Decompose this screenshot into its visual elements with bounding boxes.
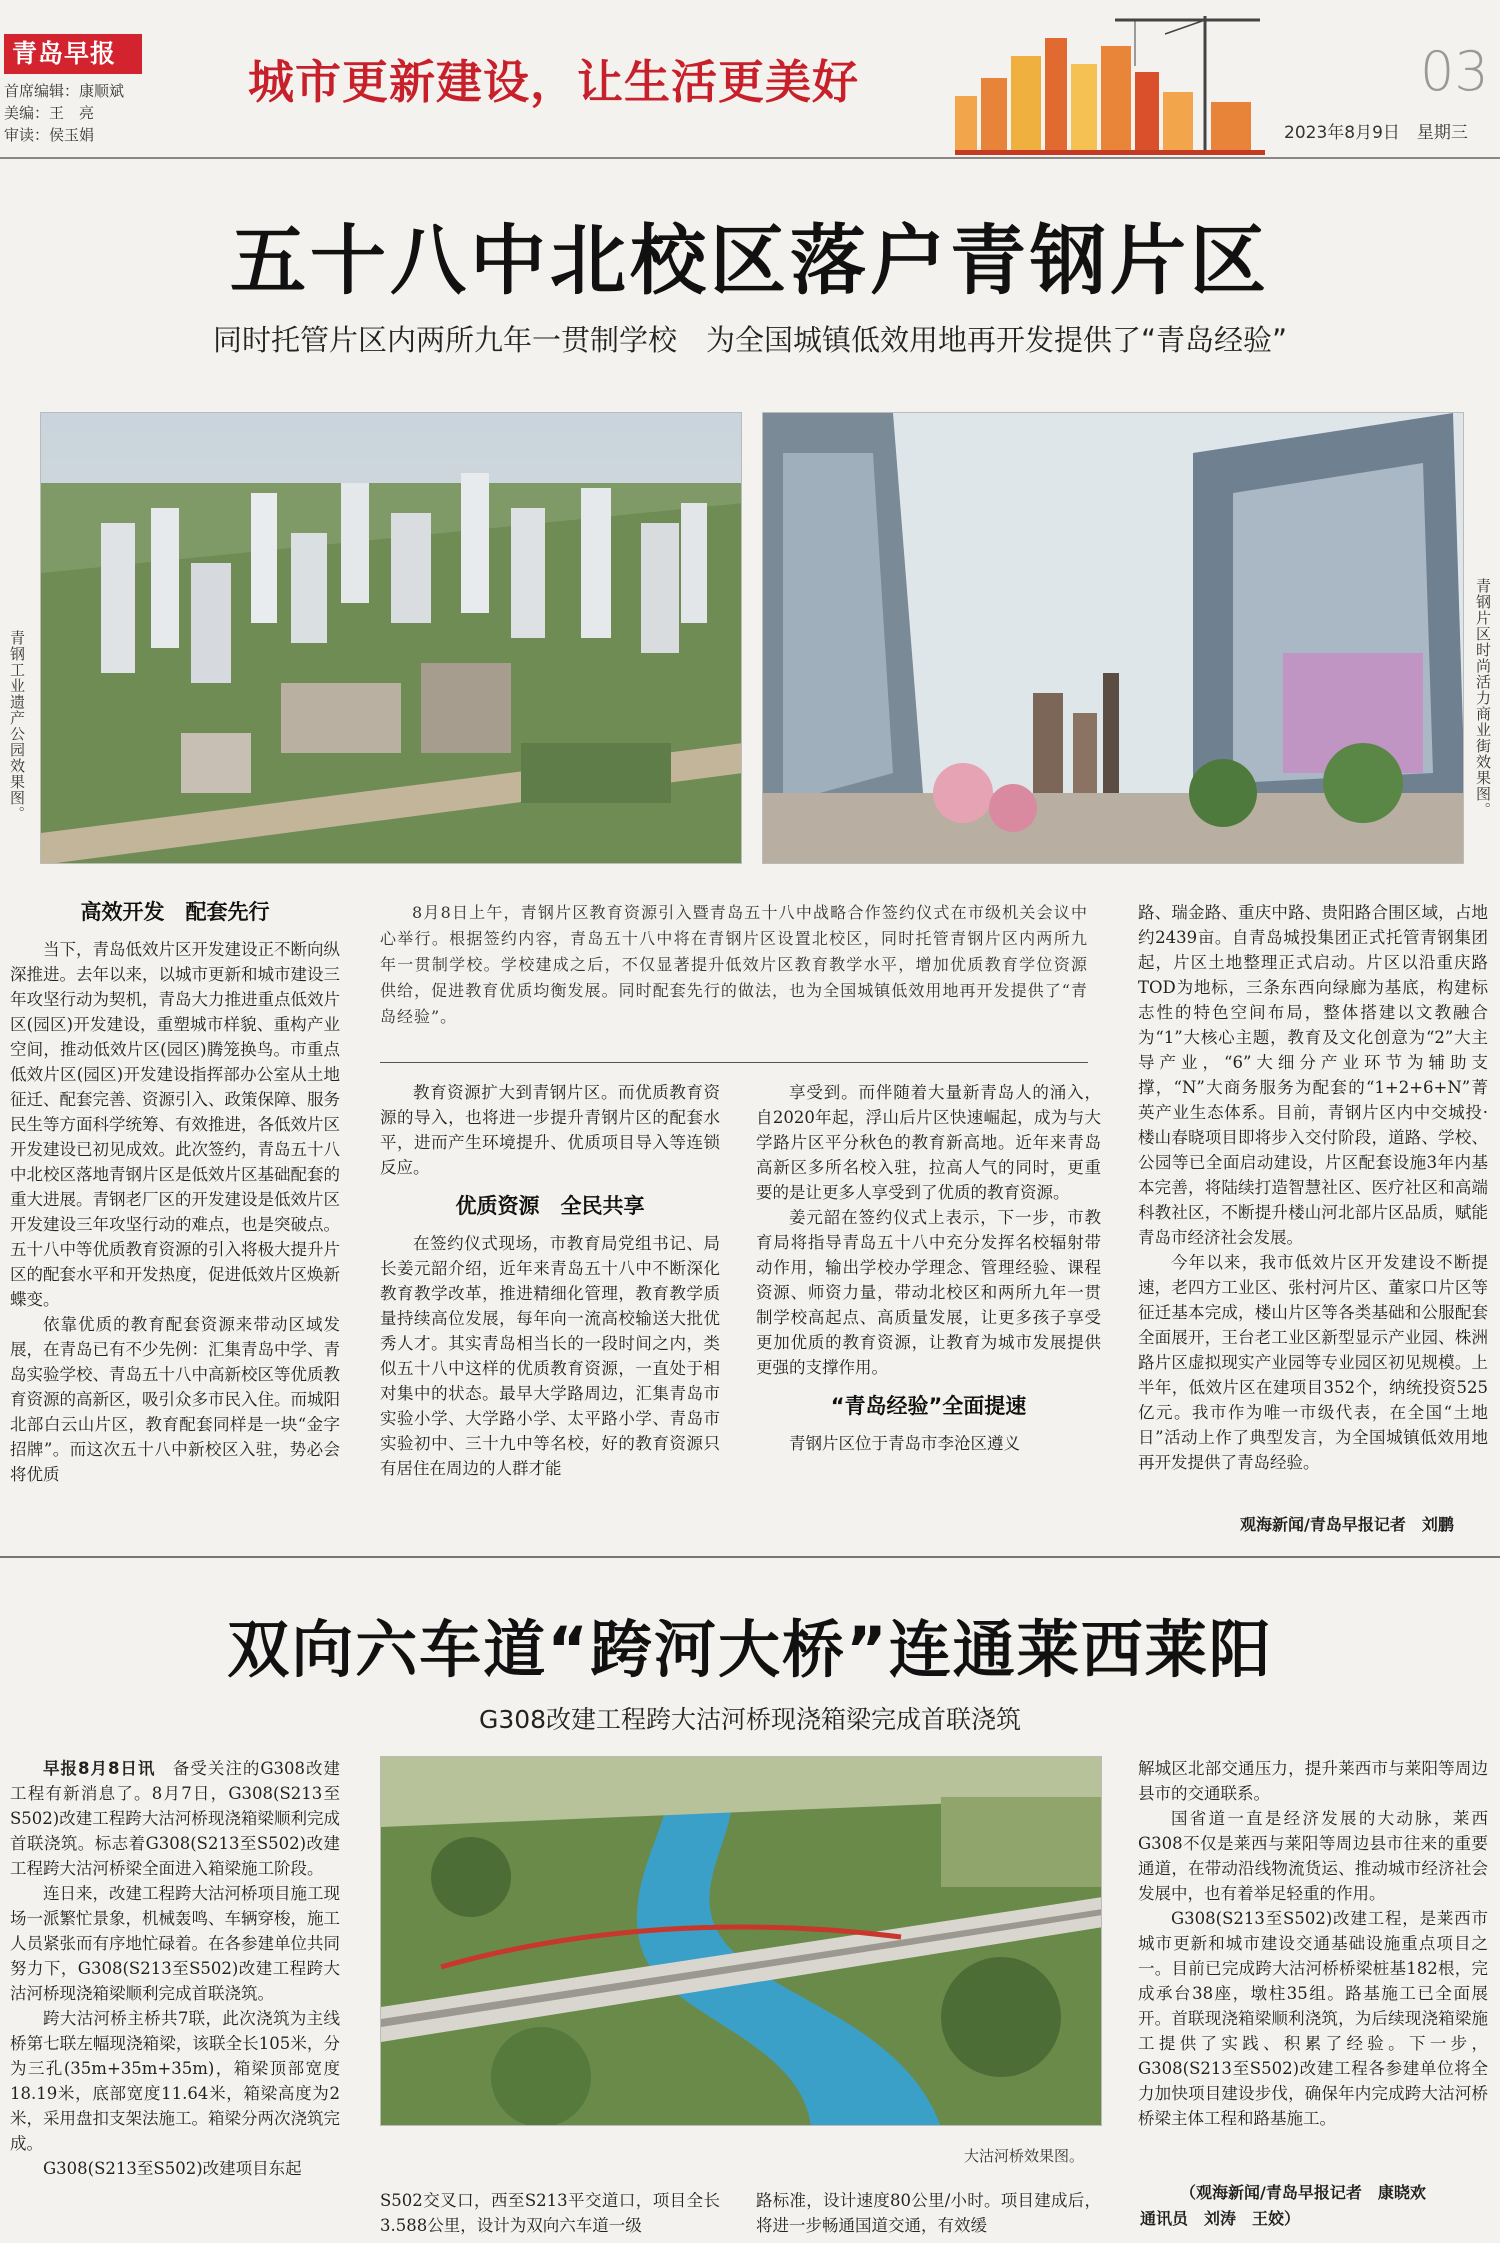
issue-date: 2023年8月9日 星期三 <box>1284 123 1468 143</box>
page-slogan: 城市更新建设，让生活更美好 <box>248 55 859 109</box>
editor-line: 美编：王 亮 <box>4 104 95 122</box>
commercial-street-rendering <box>762 412 1464 864</box>
dateline: 早报8月8日讯 <box>43 1759 156 1778</box>
story2-column-1 <box>10 1756 340 2240</box>
section-heading: “青岛经验”全面提速 <box>830 1394 1027 1418</box>
paragraph: 当下，青岛低效片区开发建设正不断向纵深推进。去年以来，以城市更新和城市建设三年攻坚行动为契机，青岛大力推进重点低效片区(园区)开发建设，重塑城市样貌、重构产业空间，推动低效片区(园区)腾笼换鸟。市重点低效片区(园区)开发建设指挥部办公室从土地征迁、配套完善、资源引入、政策保障、服务民生等方面科学统筹、有效推进，各低效片区开发建设已初见成效。此次签约，青岛五十八中北校区落地青钢片区是低效片区基础配套的重大进展。青钢老厂区的开发建设是低效片区开发建设三年攻坚行动的难点，也是突破点。五十八中等优质教育资源的引入将极大提升片区的配套水平和开发热度，促进低效片区焕新蝶变。 <box>10 940 340 1309</box>
paragraph: G308(S213至S502)改建项目东起 <box>43 2159 302 2178</box>
lead-paragraph: 8月8日上午，青钢片区教育资源引入暨青岛五十八中战略合作签约仪式在市级机关会议中心举行。根据签约内容，青岛五十八中将在青钢片区设置北校区，同时托管青钢片区内两所九年一贯制学校。学校建成之后，不仅显著提升低效片区教育教学水平，增加优质教育学位资源供给，促进教育优质均衡发展。同时配套先行的做法，也为全国城镇低效用地再开发提供了“青岛经验”。 <box>380 903 1088 1026</box>
paragraph: 跨大沽河桥主桥共7联，此次浇筑为主线桥第七联左幅现浇箱梁，该联全长105米，分为三孔(35m+35m+35m)，箱梁顶部宽度18.19米，底部宽度11.64米，箱梁高度为2米，采用盘扣支架法施工。箱梁分两次浇筑完成。 <box>10 2009 340 2153</box>
paragraph: 依靠优质的教育配套资源来带动区域发展，在青岛已有不少先例：汇集青岛中学、青岛实验学校、青岛五十八中高新校区等优质教育资源的高新区，吸引众多市民入住。而城阳北部白云山片区，教育配套同样是一块“金字招牌”。而这次五十八中新校区入驻，势必会将优质 <box>10 1315 340 1484</box>
paragraph: 解城区北部交通压力，提升莱西市与莱阳等周边县市的交通联系。 <box>1138 1759 1488 1803</box>
paragraph: 在签约仪式现场，市教育局党组书记、局长姜元韶介绍，近年来青岛五十八中不断深化教育教学改革，推进精细化管理，教育教学质量持续高位发展，每年向一流高校输送大批优秀人才。其实青岛相当长的一段时间之内，类似五十八中这样的优质教育资源，一直处于相对集中的状态。最早大学路周边，汇集青岛市实验小学、大学路小学、太平路小学、青岛市实验初中、三十九中等名校，好的教育资源只有居住在周边的人群才能 <box>380 1234 720 1478</box>
story1-column-1 <box>10 900 340 1540</box>
story1-subheadline: 同时托管片区内两所九年一贯制学校 为全国城镇低效用地再开发提供了“青岛经验” <box>212 323 1288 357</box>
story2-column-2: S502交叉口，西至S213平交道口，项目全长3.588公里，设计为双向六车道一级 <box>380 2191 720 2235</box>
story1-column-3 <box>756 1080 1101 1540</box>
industrial-park-rendering <box>40 412 742 864</box>
story-divider <box>0 1556 1500 1558</box>
story2-byline-continued: 通讯员 刘涛 王姣） <box>1140 2209 1301 2228</box>
story2-byline: （观海新闻/青岛早报记者 康晓欢 <box>1180 2183 1426 2202</box>
paragraph-text: 备受关注的G308改建工程有新消息了。8月7日，G308(S213至S502)改建工程跨大沽河桥现浇箱梁顺利完成首联浇筑。标志着G308(S213至S502)改建工程跨大沽河桥梁全面进入箱梁施工阶段。 <box>10 1759 340 1878</box>
newspaper-logo: 青岛早报 <box>4 34 142 74</box>
paragraph: 享受到。而伴随着大量新青岛人的涌入，自2020年起，浮山后片区快速崛起，成为与大学路片区平分秋色的教育新高地。近年来青岛高新区多所名校入驻，拉高人气的同时，更重要的是让更多人享受到了优质的教育资源。 <box>756 1083 1101 1202</box>
bridge-rendering <box>380 1756 1102 2126</box>
paragraph: 青钢片区位于青岛市李沧区遵义 <box>789 1434 1020 1453</box>
page-number: 03 <box>1420 40 1489 103</box>
story1-column-4 <box>1138 900 1488 1505</box>
paragraph: 路、瑞金路、重庆中路、贵阳路合围区域，占地约2439亩。自青岛城投集团正式托管青钢集团起，片区土地整理正式启动。片区以沿重庆路TOD为地标，三条东西向绿廊为基底，构建标志性的特色空间布局，整体搭建以文教融合为“1”大核心主题，教育及文化创意为“2”大主导产业，“6”大细分产业环节为辅助支撑，“N”大商务服务为配套的“1+2+6+N”菁英产业生态体系。目前，青钢片区内中交城投·楼山春晓项目即将步入交付阶段，道路、学校、公园等已全面启动建设，片区配套设施3年内基本完善，将陆续打造智慧社区、医疗社区和高端科教社区，不断提升楼山河北部片区品质，赋能青岛市经济社会发展。 <box>1138 903 1488 1247</box>
story1-headline: 五十八中北校区落户青钢片区 <box>230 216 1270 305</box>
lead-divider <box>380 1062 1088 1063</box>
editor-line: 首席编辑：康顺斌 <box>4 82 125 100</box>
header-divider <box>0 157 1500 159</box>
editor-line: 审读：侯玉娟 <box>4 126 95 144</box>
paragraph: 教育资源扩大到青钢片区。而优质教育资源的导入，也将进一步提升青钢片区的配套水平，进而产生环境提升、优质项目导入等连锁反应。 <box>380 1083 720 1177</box>
story2-headline: 双向六车道“跨河大桥”连通莱西莱阳 <box>227 1613 1273 1686</box>
paragraph: 连日来，改建工程跨大沽河桥项目施工现场一派繁忙景象，机械轰鸣、车辆穿梭，施工人员紧张而有序地忙碌着。在各参建单位共同努力下，G308(S213至S502)改建工程跨大沽河桥现浇箱梁顺利完成首联浇筑。 <box>10 1884 340 2003</box>
story2-column-3: 路标准，设计速度80公里/小时。项目建成后，将进一步畅通国道交通，有效缓 <box>756 2191 1101 2235</box>
photo-caption-right: 青钢片区时尚活力商业街效果图。 <box>1474 578 1492 818</box>
story1-byline: 观海新闻/青岛早报记者 刘鹏 <box>1240 1515 1454 1534</box>
paragraph: 姜元韶在签约仪式上表示，下一步，市教育局将指导青岛五十八中充分发挥名校辐射带动作用，输出学校办学理念、管理经验、课程资源、师资力量，带动北校区和两所九年一贯制学校高起点、高质量发展，让更多孩子享受更加优质的教育资源，让教育为城市发展提供更强的支撑作用。 <box>756 1208 1101 1377</box>
story1-lead <box>380 900 1088 1030</box>
section-heading: 优质资源 全民共享 <box>455 1194 645 1218</box>
skyline-crane-graphic <box>955 6 1265 158</box>
story2-subheadline: G308改建工程跨大沽河桥现浇箱梁完成首联浇筑 <box>478 1705 1022 1734</box>
photo-caption-left: 青钢工业遗产公园效果图。 <box>8 630 26 822</box>
paragraph: G308(S213至S502)改建工程，是莱西市城市更新和城市建设交通基础设施重点项目之一。目前已完成跨大沽河桥桥梁桩基182根，完成承台38座，墩柱35组。路基施工已全面展开。首联现浇箱梁顺利浇筑，为后续现浇箱梁施工提供了实践、积累了经验。下一步，G308(S213至S502)改建工程各参建单位将全力加快项目建设步伐，确保年内完成跨大沽河桥桥梁主体工程和路基施工。 <box>1138 1909 1488 2128</box>
story1-column-2 <box>380 1080 720 1540</box>
paragraph: 国省道一直是经济发展的大动脉，莱西G308不仅是莱西与莱阳等周边县市往来的重要通道，在带动沿线物流货运、推动城市经济社会发展中，也有着举足轻重的作用。 <box>1138 1809 1488 1903</box>
paragraph: 今年以来，我市低效片区开发建设不断提速，老四方工业区、张村河片区、董家口片区等征迁基本完成，楼山片区等各类基础和公服配套全面展开，王台老工业区新型显示产业园、株洲路片区虚拟现实产业园等专业园区初见规模。上半年，低效片区在建项目352个，纳统投资525亿元。我市作为唯一市级代表，在全国“土地日”活动上作了典型发言，为全国城镇低效用地再开发提供了青岛经验。 <box>1138 1253 1488 1472</box>
bridge-photo-caption: 大沽河桥效果图。 <box>964 2147 1085 2165</box>
editor-credits <box>4 80 154 146</box>
story2-column-4 <box>1138 1756 1488 2176</box>
section-heading: 高效开发 配套先行 <box>80 900 270 924</box>
